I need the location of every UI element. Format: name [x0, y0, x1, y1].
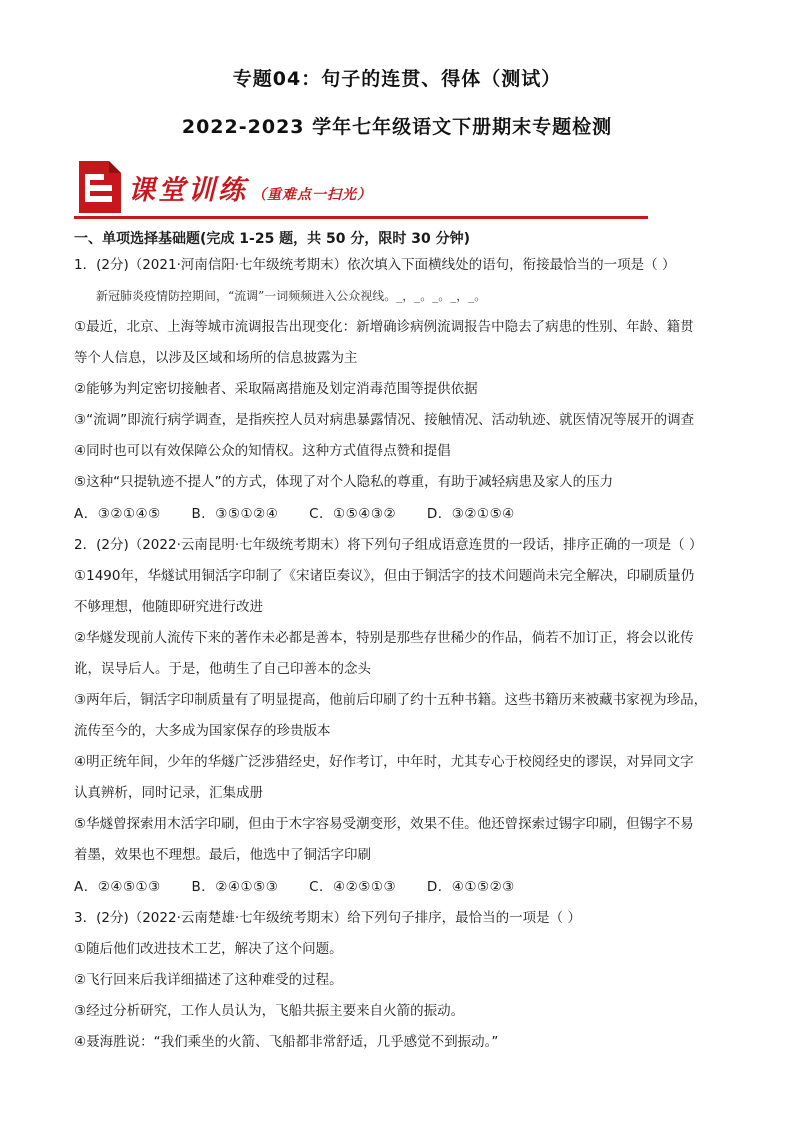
answer-options [74, 505, 734, 523]
question-item: ②飞行回来后我详细描述了这种难受的过程。 [74, 972, 343, 988]
question-item: ④同时也可以有效保障公众的知情权。这种方式值得点赞和提倡 [74, 443, 451, 459]
document-icon [77, 159, 123, 215]
question-item: ②华燧发现前人流传下来的著作未必都是善本，特别是那些存世稀少的作品，倘若不加订正，将会以讹传 [74, 630, 694, 646]
question-item: ④明正统年间，少年的华燧广泛涉猎经史，好作考订，中年时，尤其专心于校阅经史的谬误，对异同文字 [74, 754, 694, 770]
question-item: ④聂海胜说：“我们乘坐的火箭、飞船都非常舒适，几乎感觉不到振动。” [74, 1034, 499, 1050]
option-c[interactable]: C．①⑤④③② [309, 506, 397, 522]
option-b[interactable]: B．③⑤①②④ [191, 506, 279, 522]
title-line-1: 专题04：句子的连贯、得体（测试） [232, 68, 562, 90]
option-d[interactable]: D．③②①⑤④ [426, 506, 515, 522]
option-b[interactable]: B．②④①⑤③ [191, 879, 279, 895]
question-item-continued: 讹，误导后人。于是，他萌生了自己印善本的念头 [74, 661, 371, 677]
question-stem: 1．(2分)（2021·河南信阳·七年级统考期末）依次填入下面横线处的语句，衔接最恰当的一项是（ ） [74, 257, 676, 273]
question-item-continued: 着墨，效果也不理想。最后，他选中了铜活字印刷 [74, 847, 371, 863]
banner-subtitle: （重难点一扫光） [252, 187, 372, 203]
section-heading: 一、单项选择基础题(完成 1-25 题，共 50 分，限时 30 分钟) [74, 231, 471, 247]
question-item: ②能够为判定密切接触者、采取隔离措施及划定消毒范围等提供依据 [74, 381, 478, 397]
question-item-continued: 认真辨析，同时记录，汇集成册 [74, 785, 263, 801]
option-a[interactable]: A．②④⑤①③ [74, 879, 161, 895]
question-item: ①1490年，华燧试用铜活字印制了《宋诸臣奏议》，但由于铜活字的技术问题尚未完全解决，印刷质量仍 [74, 568, 695, 584]
question-prompt: 新冠肺炎疫情防控期间，“流调”一词频频进入公众视线。_，_。_。_，_。 [96, 289, 487, 303]
banner-divider [74, 216, 648, 219]
question-item: ③“流调”即流行病学调查，是指疾控人员对病患暴露情况、接触情况、活动轨迹、就医情况等展开的调查 [74, 412, 695, 428]
question-item: ①随后他们改进技术工艺，解决了这个问题。 [74, 941, 343, 957]
question-item-continued: 等个人信息，以涉及区域和场所的信息披露为主 [74, 350, 358, 366]
question-item: ①最近，北京、上海等城市流调报告出现变化：新增确诊病例流调报告中隐去了病患的性别、年龄、籍贯 [74, 319, 694, 335]
question-item: ③两年后，铜活字印制质量有了明显提高，他前后印刷了约十五种书籍。这些书籍历来被藏书家视为珍品， [74, 692, 708, 708]
question-item-continued: 不够理想，他随即研究进行改进 [74, 599, 263, 615]
question-item: ③经过分析研究，工作人员认为，飞船共振主要来自火箭的振动。 [74, 1003, 465, 1019]
option-a[interactable]: A．③②①④⑤ [74, 506, 161, 522]
banner-title [128, 168, 372, 207]
question-item-continued: 流传至今的，大多成为国家保存的珍贵版本 [74, 723, 331, 739]
title-line-2: 2022-2023 学年七年级语文下册期末专题检测 [181, 116, 613, 138]
answer-options [74, 878, 734, 896]
question-stem: 2．(2分)（2022·云南昆明·七年级统考期末）将下列句子组成语意连贯的一段话，排序正确的一项是（ ） [74, 537, 703, 553]
banner-main-text: 课堂训练 [128, 175, 248, 206]
option-d[interactable]: D．④①⑤②③ [426, 879, 515, 895]
option-c[interactable]: C．④②⑤①③ [309, 879, 397, 895]
question-stem: 3．(2分)（2022·云南楚雄·七年级统考期末）给下列句子排序，最恰当的一项是（ ） [74, 910, 581, 926]
question-item: ⑤华燧曾探索用木活字印刷，但由于木字容易受潮变形，效果不佳。他还曾探索过锡字印刷，但锡字不易 [74, 816, 694, 832]
section-banner [72, 152, 652, 222]
question-item: ⑤这种“只提轨迹不提人”的方式，体现了对个人隐私的尊重，有助于减轻病患及家人的压力 [74, 474, 614, 490]
